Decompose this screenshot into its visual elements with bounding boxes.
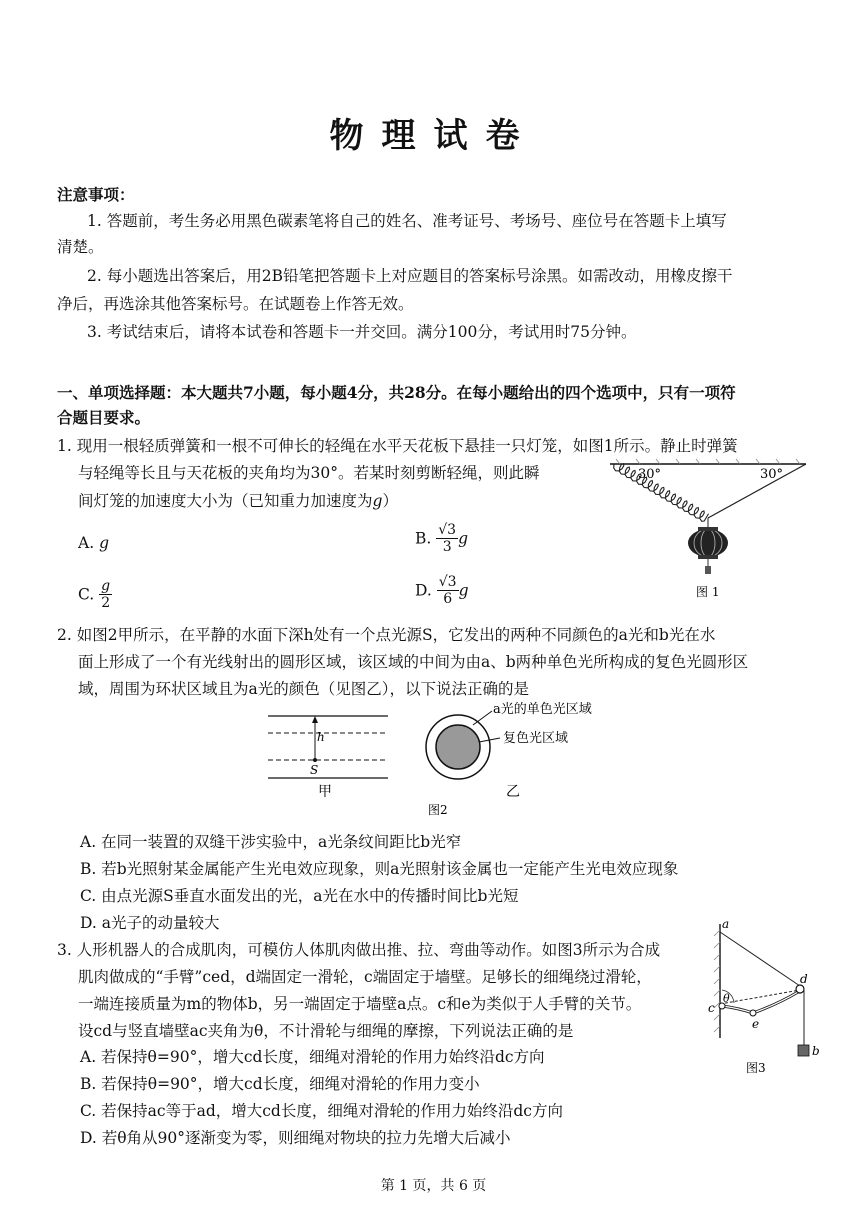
q2-stem-line1: 2. 如图2甲所示，在平静的水面下深h处有一个点光源S，它发出的两种不同颜色的a光和b光在水 bbox=[57, 626, 716, 644]
fig1-angle-right: 30° bbox=[760, 467, 784, 482]
q3-option-d: D. 若θ角从90°逐渐变为零，则细绳对物块的拉力先增大后减小 bbox=[80, 1129, 511, 1147]
fig3-b: b bbox=[812, 1044, 820, 1058]
fig2-label-mix: 复色光区域 bbox=[503, 731, 569, 746]
q2-stem-line3: 域，周围为环状区域且为a光的颜色（见图乙），以下说法正确的是 bbox=[78, 680, 529, 698]
page-footer: 第 1 页，共 6 页 bbox=[380, 1178, 487, 1194]
fig2-jia: 甲 bbox=[318, 784, 332, 800]
fig3-d: d bbox=[800, 972, 808, 986]
q3-stem-line4: 设cd与竖直墙壁ac夹角为θ，不计滑轮与细绳的摩擦，下列说法正确的是 bbox=[78, 1022, 574, 1040]
fig3-caption: 图3 bbox=[746, 1061, 766, 1075]
q3-option-b: B. 若保持θ=90°，增大cd长度，细绳对滑轮的作用力变小 bbox=[80, 1075, 480, 1093]
q2-stem-line2: 面上形成了一个有光线射出的圆形区域，该区域的中间为由a、b两种单色光所构成的复色光圆形区 bbox=[78, 653, 749, 671]
figure-1 bbox=[600, 456, 810, 604]
fig3-e: e bbox=[752, 1017, 760, 1031]
fig3-theta: θ bbox=[723, 992, 730, 1005]
q1-stem-line3: 间灯笼的加速度大小为（已知重力加速度为g） bbox=[78, 492, 398, 510]
q2-option-b: B. 若b光照射某金属能产生光电效应现象，则a光照射该金属也一定能产生光电效应现象 bbox=[80, 860, 679, 878]
q1-option-b: B. $\frac{√3}{3}$ g bbox=[415, 522, 469, 555]
q1-stem-line1: 1. 现用一根轻质弹簧和一根不可伸长的轻绳在水平天花板下悬挂一只灯笼，如图1所示。静止时弹簧 bbox=[57, 437, 738, 455]
q2-option-d: D. a光子的动量较大 bbox=[80, 914, 220, 932]
q3-option-a: A. 若保持θ=90°，增大cd长度，细绳对滑轮的作用力始终沿dc方向 bbox=[80, 1048, 545, 1066]
q2-option-c: C. 由点光源S垂直水面发出的光，a光在水中的传播时间比b光短 bbox=[80, 887, 519, 905]
notice-item-2: 2. 每小题选出答案后，用2B铅笔把答题卡上对应题目的答案标号涂黑。如需改动，用橡皮擦干 bbox=[87, 267, 733, 285]
fig2-h: h bbox=[317, 730, 325, 744]
fig2-s: S bbox=[310, 763, 319, 777]
fig2-label-a: a光的单色光区域 bbox=[493, 702, 592, 717]
page-title: 物理试卷 bbox=[329, 116, 538, 156]
notice-item-1-cont: 清楚。 bbox=[57, 238, 104, 256]
notice-item-1: 1. 答题前，考生务必用黑色碳素笔将自己的姓名、准考证号、考场号、座位号在答题卡上填写 bbox=[87, 212, 727, 230]
notice-item-3: 3. 考试结束后，请将本试卷和答题卡一并交回。满分100分，考试用时75分钟。 bbox=[87, 323, 637, 341]
q2-option-a: A. 在同一装置的双缝干涉实验中，a光条纹间距比b光窄 bbox=[80, 833, 462, 851]
fig2-yi: 乙 bbox=[506, 784, 520, 800]
figure-2 bbox=[260, 700, 620, 825]
q3-stem-line2: 肌肉做成的“手臂”ced，d端固定一滑轮，c端固定于墙壁。足够长的细绳绕过滑轮， bbox=[78, 968, 652, 986]
q1-option-c: C. $\frac{g}{2}$ bbox=[78, 578, 111, 611]
q1-stem-line2: 与轻绳等长且与天花板的夹角均为30°。若某时刻剪断轻绳，则此瞬 bbox=[78, 464, 540, 482]
q1-option-a: A. g bbox=[78, 534, 109, 552]
notice-item-2-cont: 净后，再选涂其他答案标号。在试题卷上作答无效。 bbox=[57, 295, 414, 313]
q3-stem-line1: 3. 人形机器人的合成肌肉，可模仿人体肌肉做出推、拉、弯曲等动作。如图3所示为合成 bbox=[57, 941, 661, 959]
section-heading: 一、单项选择题：本大题共7小题，每小题4分，共28分。在每小题给出的四个选项中，只有一项符 bbox=[57, 383, 736, 402]
section-heading-cont: 合题目要求。 bbox=[57, 408, 151, 427]
figure-3 bbox=[708, 918, 828, 1078]
fig2-caption: 图2 bbox=[428, 803, 448, 817]
fig3-c: c bbox=[708, 1001, 715, 1015]
fig1-caption: 图 1 bbox=[696, 585, 720, 599]
fig1-angle-left: 30° bbox=[638, 467, 662, 482]
q1-option-d: D. $\frac{√3}{6}$ g bbox=[415, 574, 469, 607]
fig3-a: a bbox=[722, 918, 730, 931]
notice-heading: 注意事项： bbox=[57, 185, 135, 204]
q3-stem-line3: 一端连接质量为m的物体b，另一端固定于墙壁a点。c和e为类似于人手臂的关节。 bbox=[78, 995, 642, 1013]
q3-option-c: C. 若保持ac等于ad，增大cd长度，细绳对滑轮的作用力始终沿dc方向 bbox=[80, 1102, 563, 1120]
